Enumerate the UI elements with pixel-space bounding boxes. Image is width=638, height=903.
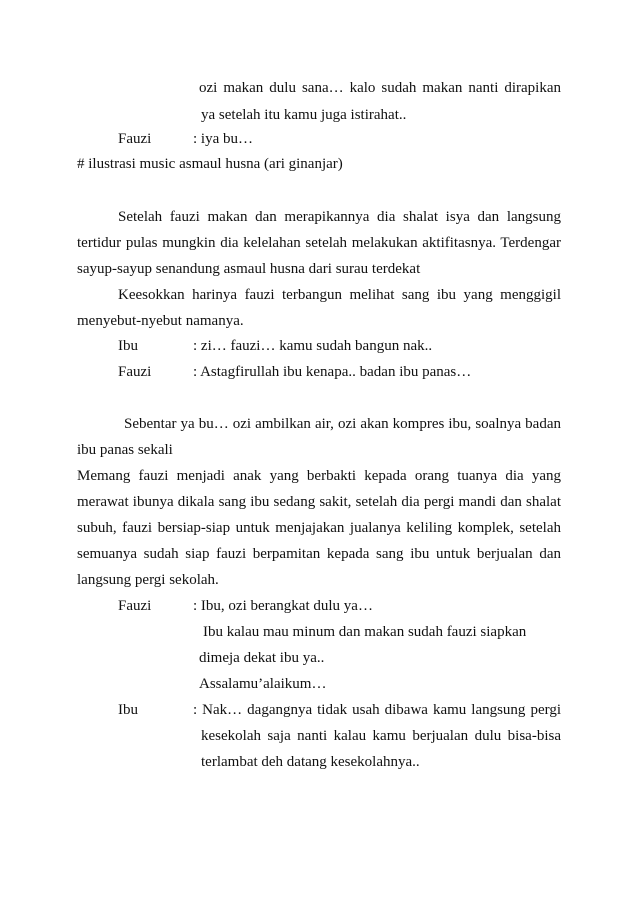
paragraph-line: tertidur pulas mungkin dia kelelahan setelah melakukan aktifitasnya. Terdengar (77, 235, 561, 251)
dialogue-line: : Nak… dagangnya tidak usah dibawa kamu langsung pergi (193, 702, 561, 718)
paragraph-line: semuanya sudah siap fauzi berpamitan kepada sang ibu untuk berjualan dan (77, 546, 561, 562)
paragraph-line: subuh, fauzi bersiap-siap untuk menjajakan jualanya keliling komplek, setelah (77, 520, 561, 536)
dialogue-line: Assalamu’alaikum… (199, 676, 327, 692)
dialogue-line: : Astagfirullah ibu kenapa.. badan ibu panas… (193, 364, 472, 380)
dialogue-line: : zi… fauzi… kamu sudah bangun nak.. (193, 338, 433, 354)
dialogue-line: kesekolah saja nanti kalau kamu berjualan dulu bisa-bisa (201, 728, 561, 744)
speaker-label: Fauzi (118, 364, 152, 380)
paragraph-line: Setelah fauzi makan dan merapikannya dia shalat isya dan langsung (118, 209, 561, 225)
speaker-label: Ibu (118, 338, 138, 354)
dialogue-line: Ibu kalau mau minum dan makan sudah fauzi siapkan (203, 624, 527, 640)
text-line: ya setelah itu kamu juga istirahat.. (201, 107, 407, 123)
speaker-label: Fauzi (118, 131, 152, 147)
paragraph-line: merawat ibunya dikala sang ibu sedang sakit, setelah dia pergi mandi dan shalat (77, 494, 561, 510)
speaker-label: Fauzi (118, 598, 152, 614)
paragraph-line: Sebentar ya bu… ozi ambilkan air, ozi akan kompres ibu, soalnya badan (124, 416, 561, 432)
speaker-label: Ibu (118, 702, 138, 718)
dialogue-line: : Ibu, ozi berangkat dulu ya… (193, 598, 373, 614)
paragraph-line: menyebut-nyebut namanya. (77, 313, 244, 329)
paragraph-line: ibu panas sekali (77, 442, 173, 458)
paragraph-line: langsung pergi sekolah. (77, 572, 219, 588)
dialogue-line: terlambat deh datang kesekolahnya.. (201, 754, 420, 770)
paragraph-line: Keesokkan harinya fauzi terbangun melihat sang ibu yang menggigil (118, 287, 561, 303)
text-line: ozi makan dulu sana… kalo sudah makan nanti dirapikan (199, 80, 561, 96)
paragraph-line: sayup-sayup senandung asmaul husna dari surau terdekat (77, 261, 421, 277)
dialogue-line: : iya bu… (193, 131, 253, 147)
paragraph-line: Memang fauzi menjadi anak yang berbakti kepada orang tuanya dia yang (77, 468, 561, 484)
text-line: # ilustrasi music asmaul husna (ari ginanjar) (77, 156, 343, 172)
dialogue-line: dimeja dekat ibu ya.. (199, 650, 325, 666)
